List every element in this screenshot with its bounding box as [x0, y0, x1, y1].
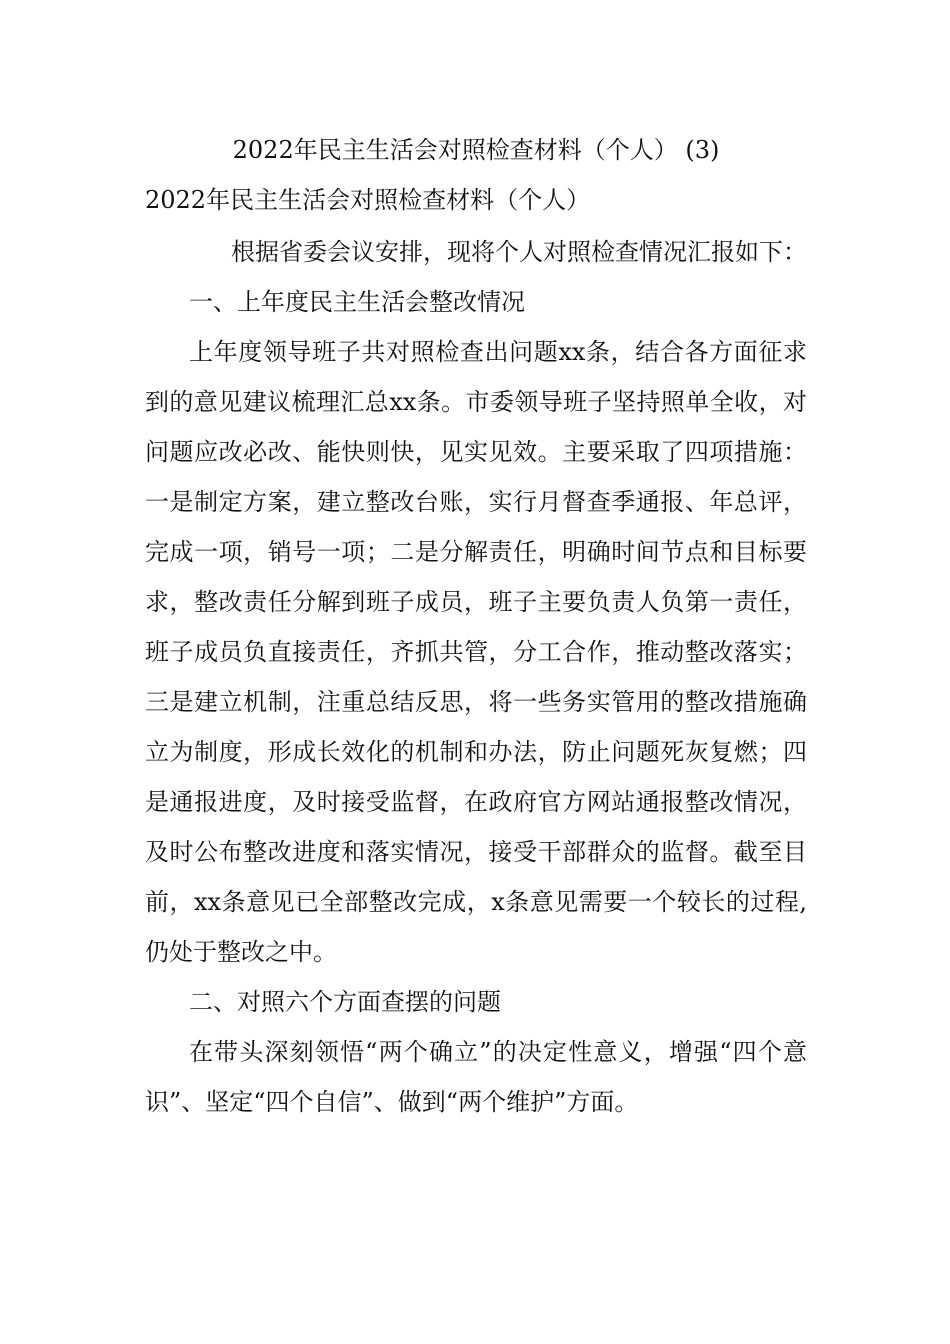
document-title: 2022年民主生活会对照检查材料（个人） (3)	[232, 136, 720, 164]
section-heading-1: 一、上年度民主生活会整改情况	[189, 288, 525, 316]
paragraph-rectification: 上年度领导班子共对照检查出问题xx条，结合各方面征求到的意见建议梳理汇总xx条。市委领导班子坚持照单全收，对问题应改必改、能快则快，见实见效。主要采取了四项措施：一是制定方案，建立整改台账，实行月督查季通报、年总评，完成一项，销号一项；二是分解责任，明确时间节点和目标要求，整改责任分解到班子成员，班子主要负责人负第一责任，班子成员负直接责任，齐抓共管，分工合作，推动整改落实；三是建立机制，注重总结反思，将一些务实管用的整改措施确立为制度，形成长效化的机制和办法，防止问题死灰复燃；四是通报进度，及时接受监督，在政府官方网站通报整改情况，及时公布整改进度和落实情况，接受干部群众的监督。截至目前，xx条意见已全部整改完成，x条意见需要一个较长的过程,仍处于整改之中。	[145, 338, 807, 966]
document-body	[145, 227, 807, 1127]
paragraph-intro: 根据省委会议安排，现将个人对照检查情况汇报如下：	[231, 238, 807, 266]
document-subtitle: 2022年民主生活会对照检查材料（个人）	[145, 186, 591, 214]
paragraph-six-aspects: 在带头深刻领悟“两个确立”的决定性意义，增强“四个意识”、坚定“四个自信”、做到“两个维护”方面。	[145, 1038, 807, 1116]
section-heading-2: 二、对照六个方面查摆的问题	[189, 988, 501, 1016]
